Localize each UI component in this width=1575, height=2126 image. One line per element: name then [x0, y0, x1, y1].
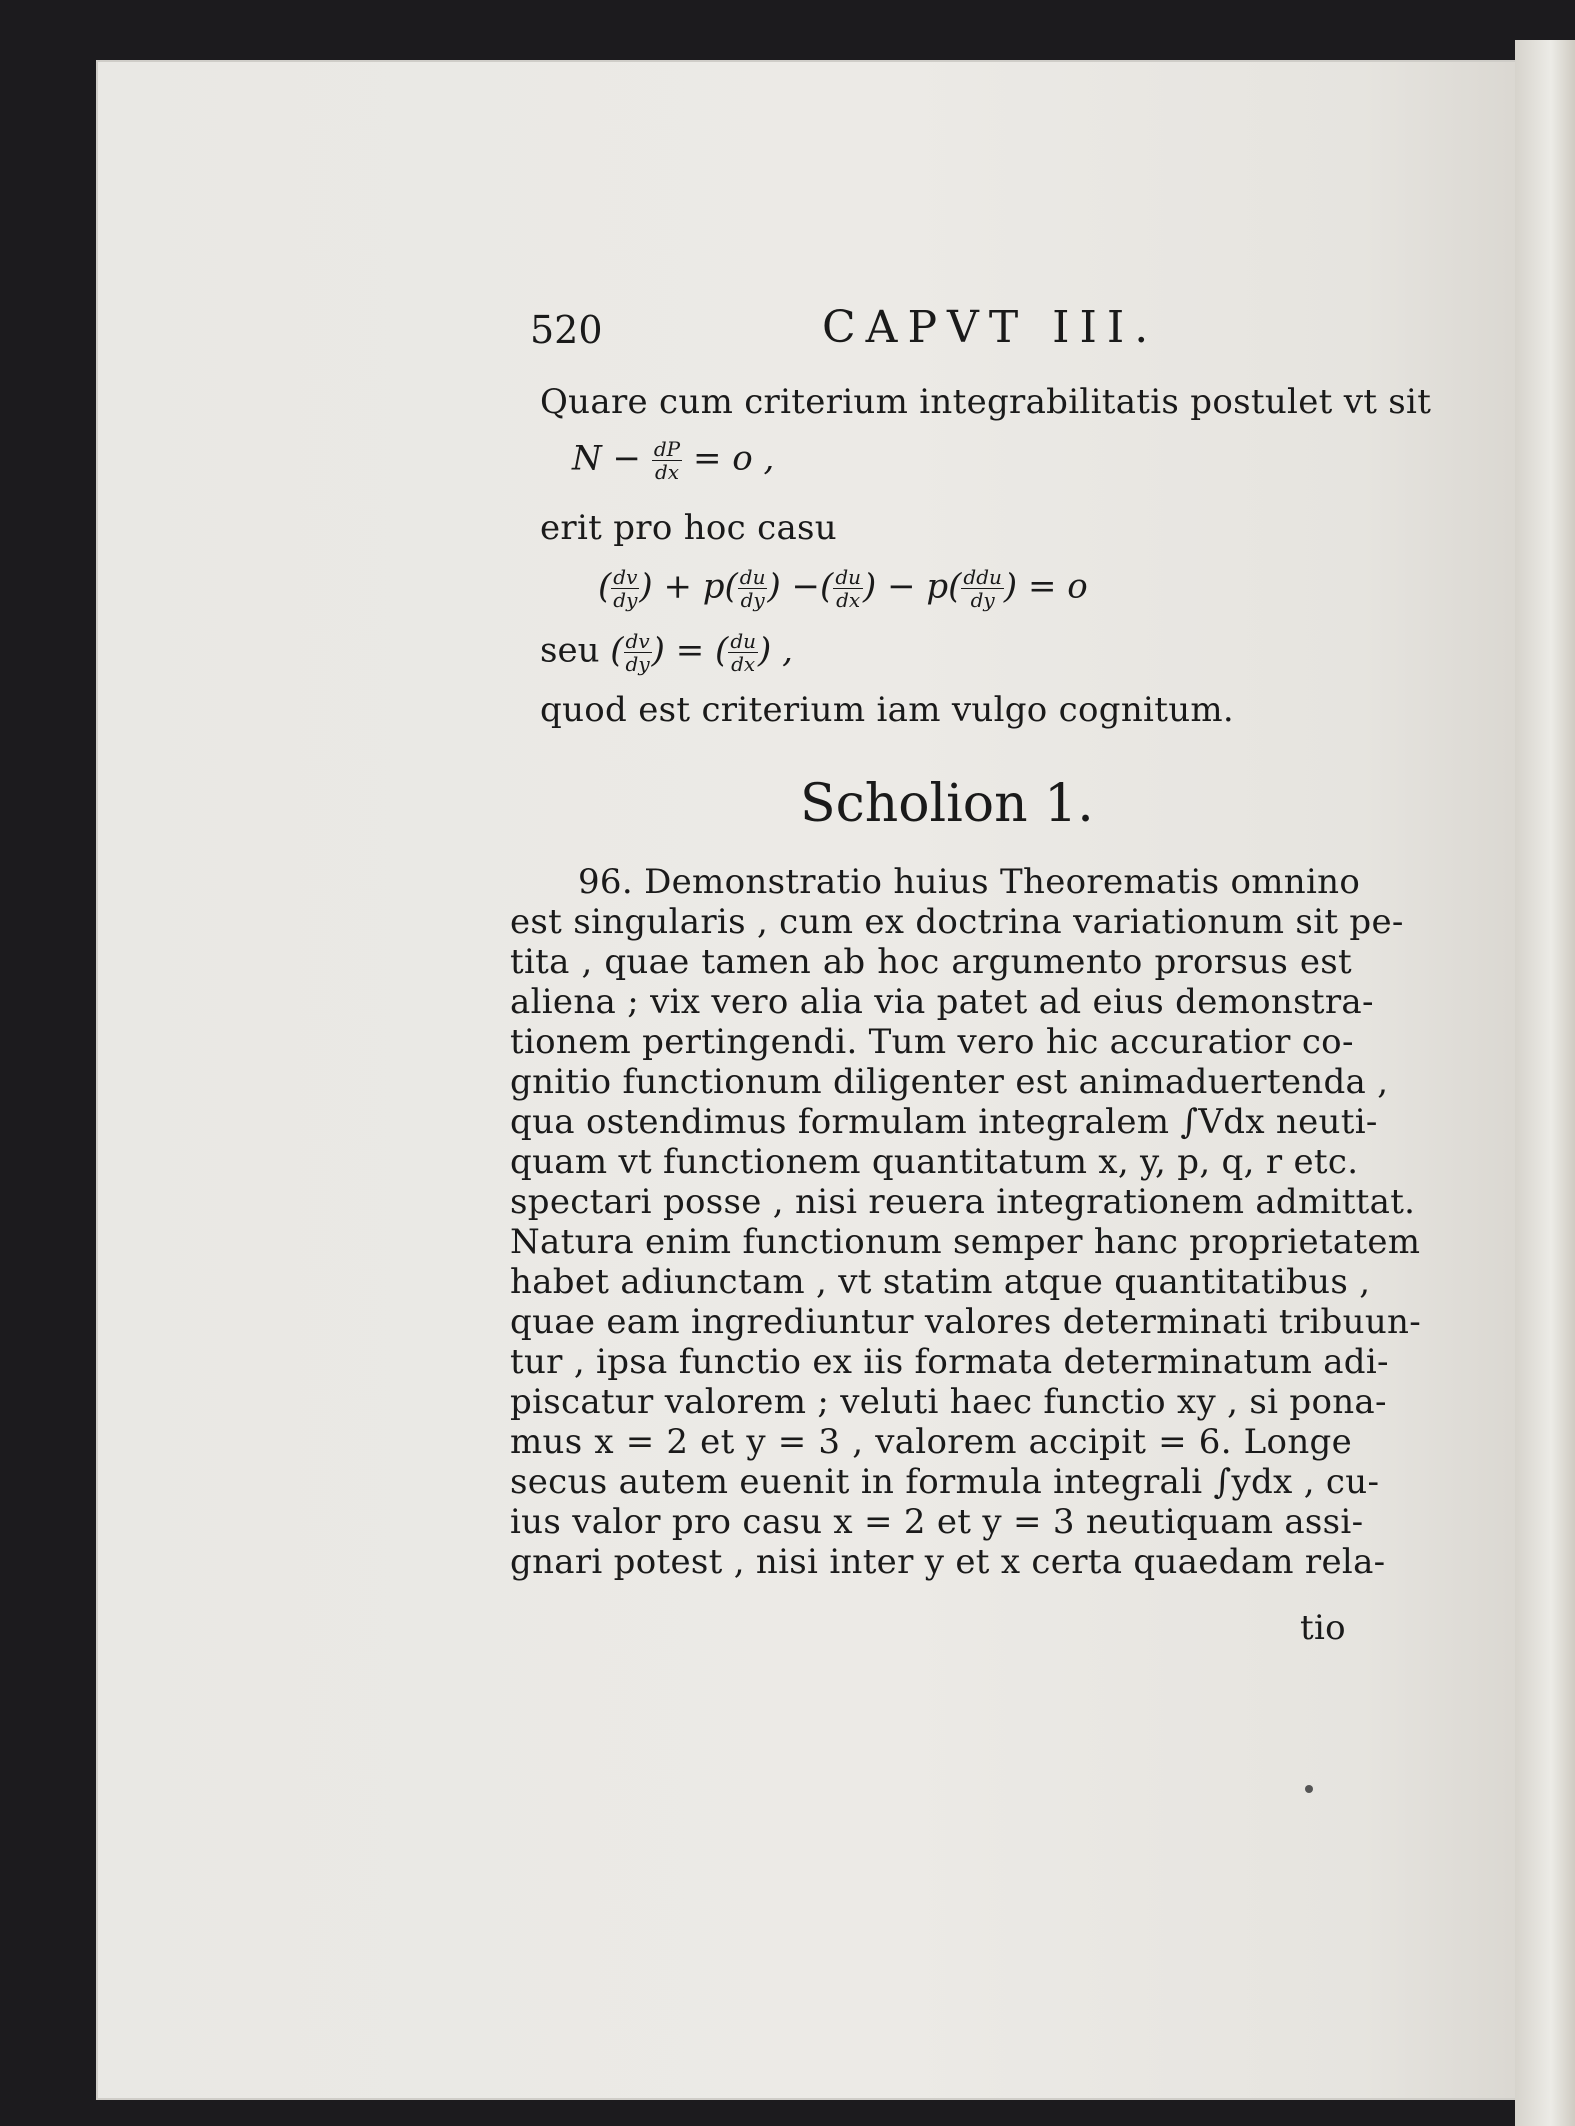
text-line: Quare cum criterium integrabilitatis postulet vt sit	[540, 382, 1432, 422]
scholion-line: quae eam ingrediuntur valores determinati tribuun-	[510, 1302, 1422, 1342]
scholion-line: 96. Demonstratio huius Theorematis omnino	[578, 862, 1361, 902]
scholion-line: secus autem euenit in formula integrali ∫ydx , cu-	[510, 1462, 1380, 1502]
scholion-line: habet adiunctam , vt statim atque quantitatibus ,	[510, 1262, 1371, 1302]
scholion-line: tionem pertingendi. Tum vero hic accuratior co-	[510, 1022, 1354, 1062]
text-line: erit pro hoc casu	[540, 508, 837, 548]
section-heading: Scholion 1.	[800, 774, 1094, 834]
scholion-line: spectari posse , nisi reuera integrationem admittat.	[510, 1182, 1416, 1222]
scholion-line: mus x = 2 et y = 3 , valorem accipit = 6. Longe	[510, 1422, 1352, 1462]
scholion-line: quam vt functionem quantitatum x, y, p, q, r etc.	[510, 1142, 1359, 1182]
scholion-line: Natura enim functionum semper hanc proprietatem	[510, 1222, 1421, 1262]
scholion-line: tur , ipsa functio ex iis formata determinatum adi-	[510, 1342, 1389, 1382]
eq1-num: dP	[653, 437, 681, 461]
text-line: quod est criterium iam vulgo cognitum.	[540, 690, 1235, 730]
chapter-title: CAPVT III.	[822, 302, 1159, 353]
scholion-line: gnari potest , nisi inter y et x certa quaedam rela-	[510, 1542, 1386, 1582]
scholion-line: est singularis , cum ex doctrina variationum sit pe-	[510, 902, 1404, 942]
scholion-line: gnitio functionum diligenter est animaduertenda ,	[510, 1062, 1389, 1102]
equation-1	[572, 438, 774, 483]
scholion-line: tita , quae tamen ab hoc argumento prorsus est	[510, 942, 1352, 982]
scholion-line: aliena ; vix vero alia via patet ad eius demonstra-	[510, 982, 1374, 1022]
eq1-rhs: = o ,	[692, 438, 775, 479]
scholion-line: ius valor pro casu x = 2 et y = 3 neutiquam assi-	[510, 1502, 1364, 1542]
scholion-line: qua ostendimus formulam integralem ∫Vdx neuti-	[510, 1102, 1378, 1142]
equation-2: ( $\frac{dv}{dy}$ ) + p( $\frac{du}{dy}$ ) −( $\frac{du}{dx}$ ) − p( $\frac{\text{ddu}}{dy}$ ) = o	[598, 565, 1088, 612]
scholion-line: piscatur valorem ; veluti haec functio xy , si pona-	[510, 1382, 1387, 1422]
ink-mark	[1305, 1785, 1313, 1793]
catchword: tio	[1300, 1608, 1346, 1648]
eq1-lhs: N −	[572, 438, 642, 479]
eq1-fraction	[652, 438, 682, 483]
eq1-den: dx	[654, 460, 680, 484]
page-number: 520	[530, 308, 603, 352]
equation-3: seu ( $\frac{dv}{dy}$ ) = ( $\frac{du}{dx}$ ) ,	[540, 629, 793, 676]
